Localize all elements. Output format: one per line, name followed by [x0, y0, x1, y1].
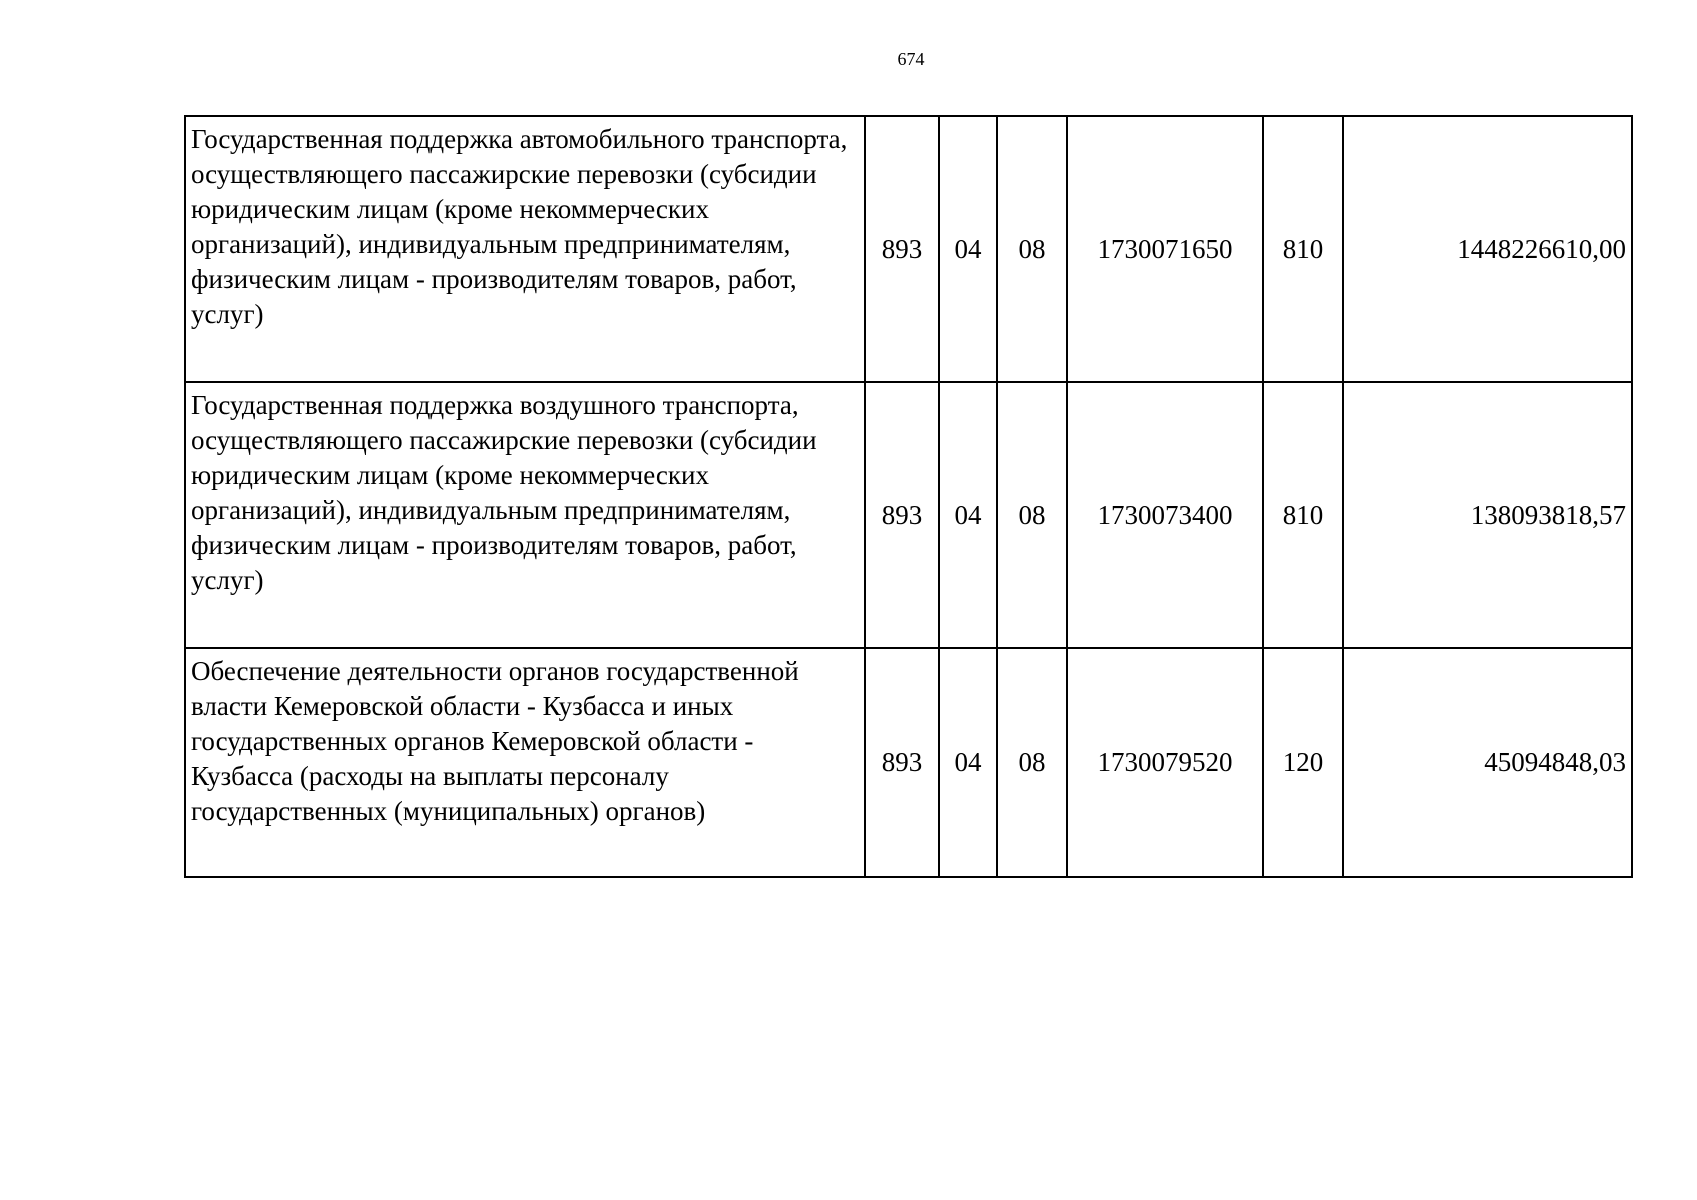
row-description: Обеспечение деятельности органов государственной власти Кемеровской области - Кузбасса и иных государственных органов Кемеровской области - Кузбасса (расходы на выплаты персоналу государственных (муниципальных) органов) — [185, 648, 865, 877]
target-article-code: 1730073400 — [1067, 382, 1263, 648]
budget-table — [184, 115, 1633, 878]
row-description: Государственная поддержка воздушного транспорта, осуществляющего пассажирские перевозки (субсидии юридическим лицам (кроме некоммерческих организаций), индивидуальным предпринимателям, физическим лицам - производителям товаров, работ, услуг) — [185, 382, 865, 648]
subsection-code: 08 — [997, 648, 1067, 877]
amount: 138093818,57 — [1343, 382, 1632, 648]
table-row — [185, 648, 1632, 877]
section-code: 04 — [939, 116, 997, 382]
expense-type-code: 810 — [1263, 116, 1343, 382]
subsection-code: 08 — [997, 116, 1067, 382]
ministry-code: 893 — [865, 382, 939, 648]
expense-type-code: 810 — [1263, 382, 1343, 648]
expense-type-code: 120 — [1263, 648, 1343, 877]
target-article-code: 1730071650 — [1067, 116, 1263, 382]
ministry-code: 893 — [865, 116, 939, 382]
page-number: 674 — [897, 49, 925, 69]
target-article-code: 1730079520 — [1067, 648, 1263, 877]
table-row — [185, 116, 1632, 382]
section-code: 04 — [939, 648, 997, 877]
ministry-code: 893 — [865, 648, 939, 877]
subsection-code: 08 — [997, 382, 1067, 648]
row-description: Государственная поддержка автомобильного транспорта, осуществляющего пассажирские перевозки (субсидии юридическим лицам (кроме некоммерческих организаций), индивидуальным предпринимателям, физическим лицам - производителям товаров, работ, услуг) — [185, 116, 865, 382]
amount: 45094848,03 — [1343, 648, 1632, 877]
table-row — [185, 382, 1632, 648]
amount: 1448226610,00 — [1343, 116, 1632, 382]
section-code: 04 — [939, 382, 997, 648]
